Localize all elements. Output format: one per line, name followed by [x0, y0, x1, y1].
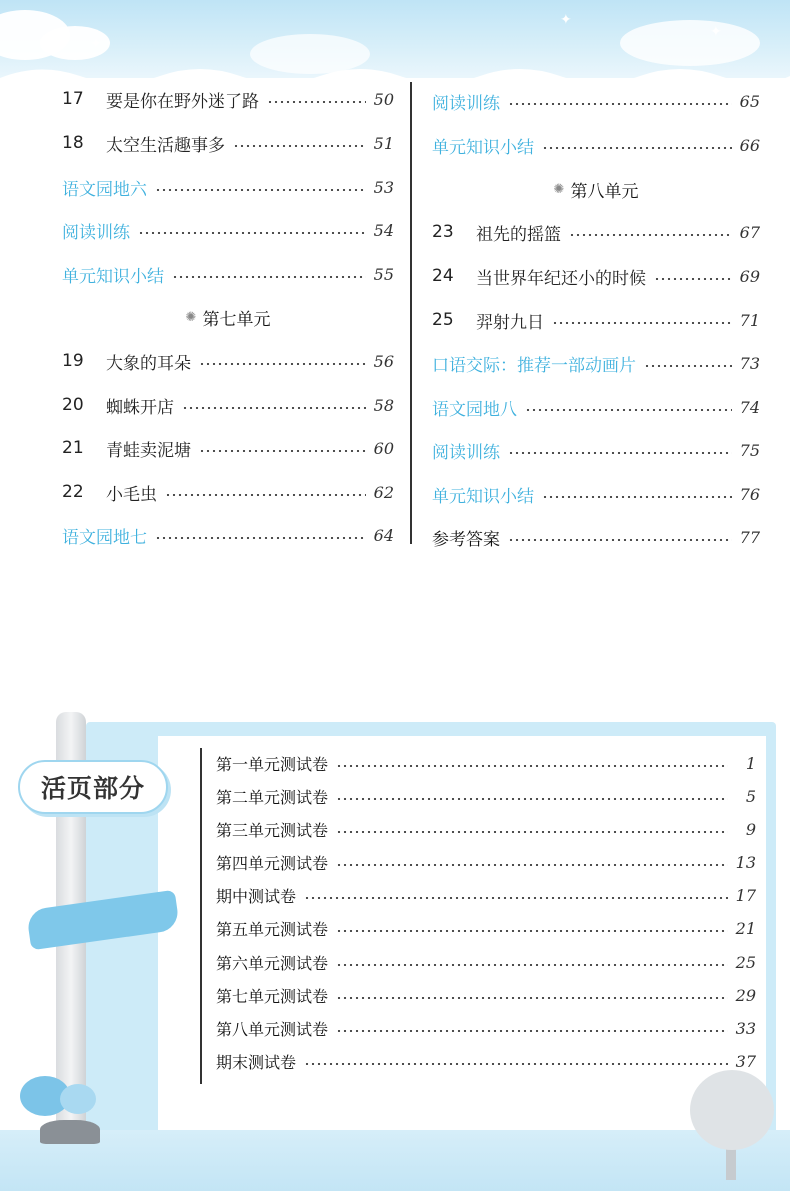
dot-leader [542, 147, 732, 149]
column-divider [410, 82, 412, 544]
lesson-number: 19 [62, 351, 84, 371]
dot-leader [336, 798, 728, 800]
dot-leader [304, 1063, 728, 1065]
entry-title: 期中测试卷 [216, 886, 297, 906]
unit-title: 第八单元 [570, 181, 639, 202]
dot-leader [199, 450, 366, 452]
star-icon: ✦ [710, 24, 722, 40]
test-entry[interactable] [216, 915, 756, 941]
toc-entry[interactable] [432, 86, 760, 116]
entry-title: 第三单元测试卷 [216, 820, 329, 840]
entry-title: 第四单元测试卷 [216, 853, 329, 873]
dot-leader [552, 322, 732, 324]
page-number: 17 [735, 885, 756, 905]
entry-title: 蜘蛛开店 [106, 397, 174, 418]
toc-entry[interactable] [432, 217, 760, 247]
cloud-wave [0, 58, 790, 78]
dot-leader [155, 189, 366, 191]
rock-decoration [40, 1120, 100, 1144]
lesson-number: 23 [432, 222, 454, 242]
entry-title: 阅读训练 [432, 93, 500, 114]
dot-leader [304, 897, 728, 899]
toc-entry[interactable] [432, 261, 760, 291]
toc-entry[interactable] [432, 522, 760, 552]
page-number: 9 [745, 819, 756, 839]
page-number: 77 [739, 527, 760, 547]
entry-title: 阅读训练 [62, 222, 130, 243]
page-number: 62 [373, 482, 394, 502]
entry-title: 第八单元测试卷 [216, 1019, 329, 1039]
entry-title: 口语交际：推荐一部动画片 [432, 355, 636, 376]
dot-leader [508, 452, 732, 454]
entry-title: 语文园地八 [432, 399, 517, 420]
dot-leader [525, 409, 732, 411]
dot-leader [336, 765, 728, 767]
page-number: 55 [373, 264, 394, 284]
lesson-number: 21 [62, 438, 84, 458]
page-number: 1 [745, 753, 756, 773]
dot-leader [155, 537, 366, 539]
toc-entry[interactable] [62, 346, 394, 376]
dot-leader [199, 363, 366, 365]
bush-decoration [60, 1084, 96, 1114]
toc-entry[interactable] [62, 520, 394, 550]
entry-title: 小毛虫 [106, 484, 157, 505]
entry-title: 祖先的摇篮 [476, 224, 561, 245]
sky-banner [0, 0, 790, 78]
toc-entry[interactable] [432, 479, 760, 509]
toc-entry[interactable] [432, 435, 760, 465]
lesson-number: 20 [62, 395, 84, 415]
toc-entry[interactable] [62, 477, 394, 507]
test-entry[interactable] [216, 1048, 756, 1074]
page-number: 13 [735, 852, 756, 872]
ground-decoration [0, 1130, 790, 1191]
lesson-number: 24 [432, 266, 454, 286]
page-number: 64 [373, 525, 394, 545]
page-number: 73 [739, 353, 760, 373]
entry-title: 当世界年纪还小的时候 [476, 268, 646, 289]
entry-title: 第一单元测试卷 [216, 754, 329, 774]
page-number: 51 [373, 133, 394, 153]
toc-entry[interactable] [432, 130, 760, 160]
star-icon: ✦ [560, 12, 572, 28]
toc-entry[interactable] [62, 172, 394, 202]
page-number: 76 [739, 484, 760, 504]
dot-leader [336, 864, 728, 866]
unit-title: 第七单元 [202, 309, 271, 330]
dot-leader [138, 232, 366, 234]
dot-leader [336, 1030, 728, 1032]
toc-entry[interactable] [432, 305, 760, 335]
test-entry[interactable] [216, 982, 756, 1008]
entry-title: 单元知识小结 [62, 266, 164, 287]
dot-leader [542, 496, 732, 498]
toc-entry[interactable] [62, 433, 394, 463]
toc-entry[interactable] [62, 390, 394, 420]
star-icon: ✦ [90, 36, 102, 52]
sheet-divider [200, 748, 202, 1084]
entry-title: 大象的耳朵 [106, 353, 191, 374]
entry-title: 羿射九日 [476, 312, 544, 333]
test-entry[interactable] [216, 783, 756, 809]
dot-leader [172, 276, 366, 278]
page-number: 53 [373, 177, 394, 197]
entry-title: 第五单元测试卷 [216, 919, 329, 939]
page-number: 25 [735, 952, 756, 972]
dot-leader [165, 494, 366, 496]
unit-heading [432, 174, 760, 204]
page-number: 74 [739, 397, 760, 417]
page-number: 67 [739, 222, 760, 242]
lesson-number: 17 [62, 89, 84, 109]
entry-title: 第二单元测试卷 [216, 787, 329, 807]
page-number: 37 [735, 1051, 756, 1071]
toc-entry[interactable] [62, 84, 394, 114]
page-number: 69 [739, 266, 760, 286]
page-number: 54 [373, 220, 394, 240]
page-number: 21 [735, 918, 756, 938]
dot-leader [336, 831, 728, 833]
entry-title: 期末测试卷 [216, 1052, 297, 1072]
entry-title: 语文园地七 [62, 527, 147, 548]
page-number: 65 [739, 91, 760, 111]
page-number: 66 [739, 135, 760, 155]
page-number: 5 [745, 786, 756, 806]
page-number: 75 [739, 440, 760, 460]
toc-entry[interactable] [62, 128, 394, 158]
page-number: 29 [735, 985, 756, 1005]
toc-entry[interactable] [62, 259, 394, 289]
entry-title: 第六单元测试卷 [216, 953, 329, 973]
entry-title: 第七单元测试卷 [216, 986, 329, 1006]
toc-entry[interactable] [62, 215, 394, 245]
toc-entry[interactable] [432, 392, 760, 422]
lesson-number: 22 [62, 482, 84, 502]
test-entry[interactable] [216, 849, 756, 875]
dot-leader [569, 234, 732, 236]
test-entry[interactable] [216, 1015, 756, 1041]
tree-icon [690, 1070, 774, 1150]
gear-icon: ✺ [553, 181, 565, 197]
dot-leader [644, 365, 732, 367]
page-number: 33 [735, 1018, 756, 1038]
loose-leaf-sign [18, 760, 168, 814]
page-number: 71 [739, 310, 760, 330]
entry-title: 太空生活趣事多 [106, 135, 225, 156]
entry-title: 参考答案 [432, 529, 500, 550]
lesson-number: 25 [432, 310, 454, 330]
dot-leader [182, 407, 366, 409]
page-number: 60 [373, 438, 394, 458]
gear-icon: ✺ [185, 309, 197, 325]
test-entry[interactable] [216, 949, 756, 975]
dot-leader [233, 145, 366, 147]
dot-leader [508, 103, 732, 105]
entry-title: 单元知识小结 [432, 137, 534, 158]
dot-leader [336, 997, 728, 999]
loose-leaf-heading: 活页部分 [40, 774, 145, 803]
test-entry[interactable] [216, 750, 756, 776]
toc-entry[interactable] [432, 348, 760, 378]
entry-title: 要是你在野外迷了路 [106, 91, 259, 112]
entry-title: 语文园地六 [62, 179, 147, 200]
dot-leader [654, 278, 732, 280]
dot-leader [267, 101, 366, 103]
dot-leader [508, 539, 732, 541]
entry-title: 阅读训练 [432, 442, 500, 463]
page-number: 50 [373, 89, 394, 109]
test-entry[interactable] [216, 882, 756, 908]
lesson-number: 18 [62, 133, 84, 153]
page-number: 58 [373, 395, 394, 415]
dot-leader [336, 930, 728, 932]
entry-title: 单元知识小结 [432, 486, 534, 507]
unit-heading [62, 302, 394, 332]
test-entry[interactable] [216, 816, 756, 842]
entry-title: 青蛙卖泥塘 [106, 440, 191, 461]
dot-leader [336, 964, 728, 966]
page-number: 56 [373, 351, 394, 371]
